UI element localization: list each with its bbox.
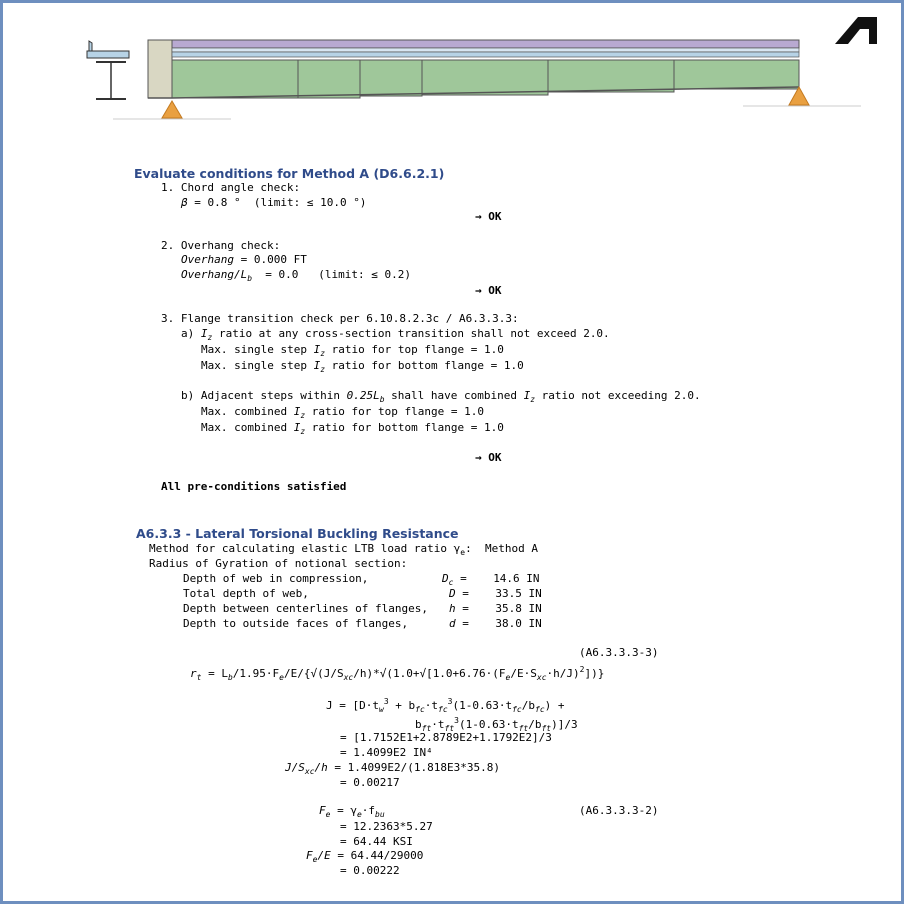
- flange-check-label: 3. Flange transition check per 6.10.8.2.3c / A6.3.3.3:: [161, 312, 519, 325]
- rt-formula: $r_t = L_b/1.95\cdot F_e/E/\{√(J/S_{xc}/h)*√(1.0+√[1.0+6.76\cdot(F_e/E\cdot S_{xc}\cdot h/J)^2])\}$: [190, 665, 605, 682]
- chord-check-value: β = 0.8 ° (limit: ≤ 10.0 °): [181, 196, 367, 209]
- top-flange: [172, 40, 799, 48]
- bearing-left: [162, 101, 182, 118]
- ltb-heading: A6.3.3 - Lateral Torsional Buckling Resistance: [136, 526, 459, 541]
- geometry-row-label: Depth to outside faces of flanges,: [183, 617, 409, 630]
- geometry-row-value: $D_c$ = 14.6 IN: [442, 572, 540, 587]
- chord-check-label: 1. Chord angle check:: [161, 181, 301, 194]
- conditions-heading: Evaluate conditions for Method A (D6.6.2.1): [134, 166, 445, 181]
- geometry-row-value: d = 38.0 IN: [449, 617, 542, 630]
- fe-over-e-result: = 0.00222: [340, 864, 400, 877]
- fe-over-e-formula: $F_e/E = 64.44/29000$: [306, 849, 424, 864]
- flange-check-b-bottom: Max. combined $I_z$ ratio for bottom flange = 1.0: [201, 421, 504, 436]
- j-formula-line1: $J = [D\cdot t_w^3 + b_{fc}\cdot t_{fc}^3(1-0.63\cdot t_{fc}/b_{fc})$ +: [326, 697, 565, 714]
- geometry-row-value: D = 33.5 IN: [449, 587, 542, 600]
- flange-check-result: → OK: [475, 451, 502, 464]
- flange-check-b: b) Adjacent steps within $0.25L_b$ shall have combined $I_z$ ratio not exceeding 2.0.: [181, 389, 701, 404]
- radius-heading: Radius of Gyration of notional section:: [149, 557, 408, 570]
- fe-calc-result: = 64.44 KSI: [340, 835, 413, 848]
- girder-end-block: [148, 40, 172, 98]
- fe-equation-ref: (A6.3.3.3-2): [579, 804, 659, 817]
- section-icon: [87, 41, 129, 99]
- j-formula-line2: $b_{ft}\cdot t_{ft}^3(1-0.63\cdot t_{ft}/b_{ft})]/3$: [415, 716, 578, 733]
- j-over-sxc-formula: $J/S_{xc}/h = 1.4099E2/(1.818E3*35.8)$: [285, 761, 500, 776]
- bearing-right: [789, 87, 809, 105]
- j-calc-result: = 1.4099E2 IN⁴: [340, 746, 433, 759]
- geometry-row-label: Total depth of web,: [183, 587, 309, 600]
- top-flange-plate: [172, 48, 799, 52]
- preconditions-summary: All pre-conditions satisfied: [161, 480, 347, 493]
- overhang-value: Overhang = 0.000 FT: [181, 253, 307, 266]
- geometry-row-label: Depth of web in compression,: [183, 572, 369, 585]
- rt-equation-ref: (A6.3.3.3-3): [579, 646, 659, 659]
- girder-elevation-diagram: [3, 3, 904, 128]
- j-over-sxc-result: = 0.00217: [340, 776, 400, 789]
- j-calc-step1: = [1.7152E1+2.8789E2+1.1792E2]/3: [340, 731, 552, 744]
- chord-check-result: → OK: [475, 210, 502, 223]
- flange-check-a-top: Max. single step $I_z$ ratio for top flange = 1.0: [201, 343, 504, 358]
- ltb-method: Method for calculating elastic LTB load ratio $\gamma_e$: Method A: [149, 542, 538, 557]
- flange-check-a: a) $I_z$ ratio at any cross-section transition shall not exceed 2.0.: [181, 327, 610, 342]
- flange-check-a-bottom: Max. single step $I_z$ ratio for bottom flange = 1.0: [201, 359, 524, 374]
- fe-formula: $F_e = \gamma_e\cdot f_{bu}$: [319, 804, 385, 819]
- deck-line: [172, 52, 799, 57]
- company-logo-icon: [835, 17, 877, 44]
- overhang-check-result: → OK: [475, 284, 502, 297]
- geometry-row-value: h = 35.8 IN: [449, 602, 542, 615]
- overhang-check-label: 2. Overhang check:: [161, 239, 281, 252]
- overhang-ratio: Overhang/$L_b = 0.0$ (limit: ≤ 0.2): [181, 268, 412, 283]
- geometry-row-label: Depth between centerlines of flanges,: [183, 602, 429, 615]
- flange-check-b-top: Max. combined $I_z$ ratio for top flange = 1.0: [201, 405, 484, 420]
- fe-calc-step: = 12.2363*5.27: [340, 820, 433, 833]
